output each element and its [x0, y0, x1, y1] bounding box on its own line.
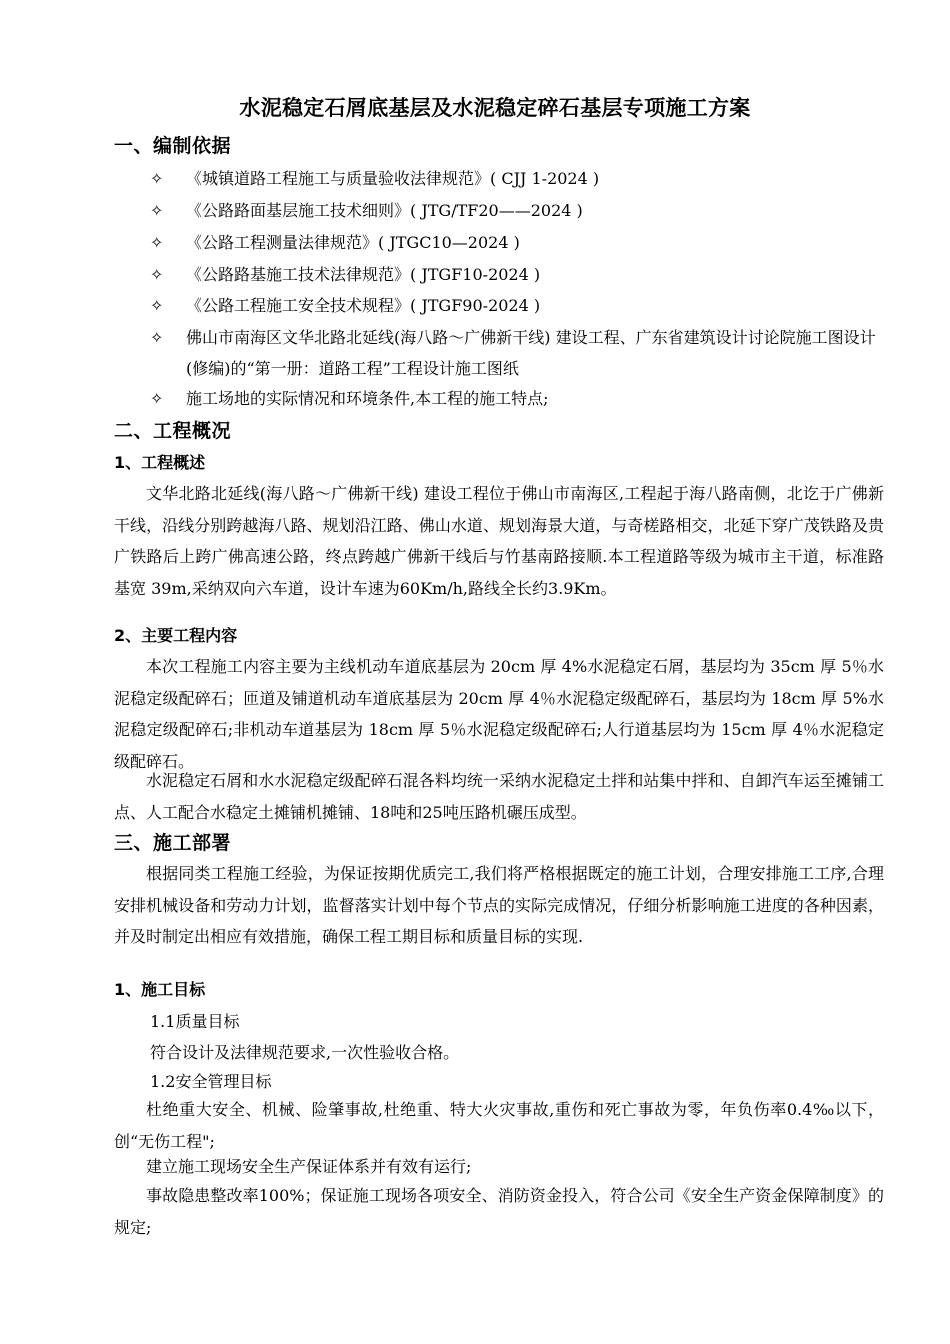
list-item	[150, 322, 890, 384]
list-item	[150, 227, 890, 258]
list-item-text: 《公路路基施工技术法律规范》( JTGF10-2024 )	[186, 265, 541, 284]
diamond-bullet-icon: ✧	[150, 296, 164, 315]
safety-goal-paragraph-2: 建立施工现场安全生产保证体系并有效有运行;	[146, 1157, 472, 1176]
paragraph-content-1: 本次工程施工内容主要为主线机动车道底基层为 20cm 厚 4%水泥稳定石屑，基层均为 35cm 厚 5％水泥稳定级配碎石；匝道及铺道机动车道底基层为 20cm 厚 4％水泥稳定级配碎石，基层均为 18cm 厚 5%水泥稳定级配碎石;非机动车道基层为 18cm 厚 5％水泥稳定级配碎石;人行道基层均为 15cm 厚 4％水泥稳定级配碎石。	[114, 657, 884, 772]
section-heading-deployment: 三、施工部署	[114, 832, 232, 854]
paragraph-content-2: 水泥稳定石屑和水水泥稳定级配碎石混各料均统一采纳水泥稳定土拌和站集中拌和、自卸汽车运至摊铺工点、人工配合水稳定土摊铺机摊铺、18吨和25吨压路机碾压成型。	[114, 771, 884, 822]
safety-goal-title: 1.2安全管理目标	[150, 1072, 272, 1091]
diamond-bullet-icon: ✧	[150, 389, 164, 408]
document-title: 水泥稳定石屑底基层及水泥稳定碎石基层专项施工方案	[239, 96, 751, 120]
list-item-text: 《公路工程施工安全技术规程》( JTGF90-2024 )	[186, 296, 541, 315]
list-item	[150, 163, 890, 194]
quality-goal-title: 1.1质量目标	[150, 1012, 240, 1031]
list-item-text: 《公路路面基层施工技术细则》( JTG/TF20——2024 )	[186, 201, 583, 220]
diamond-bullet-icon: ✧	[150, 169, 164, 188]
list-item-text: 《城镇道路工程施工与质量验收法律规范》( CJJ 1-2024 )	[186, 169, 600, 188]
section-heading-basis: 一、编制依据	[114, 135, 232, 157]
list-item	[150, 383, 890, 414]
diamond-bullet-icon: ✧	[150, 201, 164, 220]
subsection-heading-content: 2、主要工程内容	[114, 626, 238, 645]
list-item	[150, 259, 890, 290]
paragraph-summary: 文华北路北延线(海八路～广佛新干线) 建设工程位于佛山市南海区,工程起于海八路南侧，北讫于广佛新干线，沿线分别跨越海八路、规划沿江路、佛山水道、规划海景大道，与奇槎路相交，北延下穿广茂铁路及贵广铁路后上跨广佛高速公路，终点跨越广佛新干线后与竹基南路接顺.本工程道路等级为城市主干道，标准路基宽 39m,采纳双向六车道，设计车速为60Km/h,路线全长约3.9Km。	[114, 484, 884, 599]
list-item	[150, 290, 890, 321]
list-item-text: 施工场地的实际情况和环境条件,本工程的施工特点;	[186, 389, 549, 408]
diamond-bullet-icon: ✧	[150, 328, 164, 347]
subsection-heading-goals: 1、施工目标	[114, 980, 206, 999]
paragraph-deployment: 根据同类工程施工经验，为保证按期优质完工,我们将严格根据既定的施工计划，合理安排施工工序,合理安排机械设备和劳动力计划，监督落实计划中每个节点的实际完成情况，仔细分析影响施工进度的各种因素，并及时制定出相应有效措施，确保工程工期目标和质量目标的实现.	[114, 864, 884, 947]
diamond-bullet-icon: ✧	[150, 265, 164, 284]
subsection-heading-summary: 1、工程概述	[114, 453, 206, 472]
quality-goal-text: 符合设计及法律规范要求,一次性验收合格。	[150, 1043, 460, 1062]
list-item-text: 《公路工程测量法律规范》( JTGC10—2024 )	[186, 233, 520, 252]
safety-goal-paragraph-3: 事故隐患整改率100%；保证施工现场各项安全、消防资金投入，符合公司《安全生产资金保障制度》的规定;	[114, 1186, 884, 1237]
diamond-bullet-icon: ✧	[150, 233, 164, 252]
list-item	[150, 195, 890, 226]
list-item-text: 佛山市南海区文华北路北延线(海八路～广佛新干线) 建设工程、广东省建筑设计讨论院施工图设计(修编)的“第一册：道路工程”工程设计施工图纸	[186, 328, 876, 378]
section-heading-overview: 二、工程概况	[114, 420, 232, 442]
safety-goal-paragraph-1: 杜绝重大安全、机械、险肇事故,杜绝重、特大火灾事故,重伤和死亡事故为零，年负伤率0.4‰以下，创“无伤工程";	[114, 1100, 884, 1151]
